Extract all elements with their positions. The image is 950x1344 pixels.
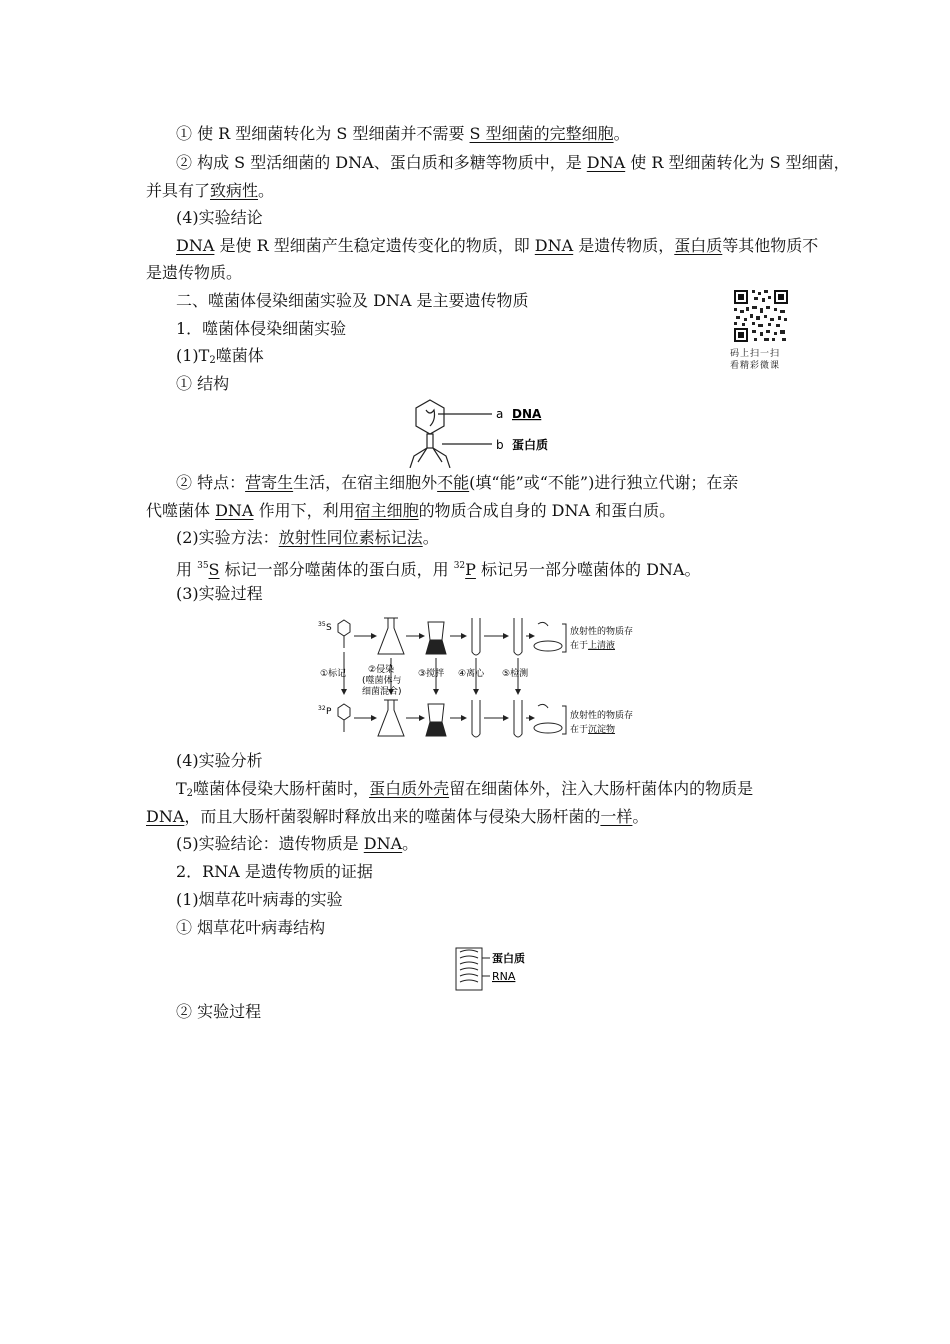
answer-blank: DNA (586, 153, 626, 172)
qr-code-image[interactable] (732, 288, 790, 344)
step-label-2: ②侵染 (368, 665, 395, 675)
isotope-35-mass: 35 (318, 621, 326, 628)
subscript: 2 (209, 355, 216, 366)
result-bottom-line2: 在于 (570, 725, 589, 735)
answer-blank: 蛋白质外壳 (369, 779, 450, 798)
text: 。 (402, 834, 419, 853)
text: 是遗传物质， (573, 236, 675, 255)
answer-blank: DNA (176, 236, 215, 255)
text: 。 (422, 528, 439, 547)
heading-t2-phage (176, 345, 264, 372)
text: 留在细菌体外，注入大肠杆菌体内的物质是 (449, 779, 754, 798)
heading-analysis: (4)实验分析 (176, 751, 263, 770)
result-top-line1: 放射性的物质存 (570, 627, 634, 637)
paragraph-conclusion-cont: 是遗传物质。 (146, 263, 243, 282)
text: ② 构成 S 型活细菌的 DNA、蛋白质和多糖等物质中，是 (176, 153, 587, 172)
experiment-process-diagram (318, 614, 668, 744)
heading-structure: ① 结构 (176, 374, 230, 393)
result-top-supernatant: 上清液 (588, 641, 616, 651)
blender-top (428, 622, 444, 640)
subsection-heading-rna: 2．RNA 是遗传物质的证据 (176, 862, 373, 881)
answer-blank: DNA (363, 834, 403, 853)
isotope-32-mass: 32 (318, 705, 326, 712)
step-label-4: ④离心 (458, 669, 485, 679)
tmv-capsid (456, 948, 482, 990)
answer-blank: 一样 (600, 807, 633, 826)
superscript: 35 (197, 561, 209, 571)
qr-caption-1: 码上扫一扫 (730, 349, 781, 359)
tube-top (472, 618, 480, 655)
bacterium-bottom (534, 723, 562, 733)
text: 代噬菌体 (146, 501, 216, 520)
paragraph-method (176, 527, 439, 549)
phage-icon-bottom (338, 704, 350, 720)
superscript: 32 (453, 561, 466, 571)
heading-experiment-process-2: ② 实验过程 (176, 1002, 262, 1021)
answer-blank: P (465, 560, 476, 579)
answer-blank: 致病性 (210, 181, 259, 200)
step-label-2b: (噬菌体与 (362, 676, 402, 686)
text: 用 (176, 560, 198, 579)
answer-blank: 不能 (437, 473, 470, 492)
blender-bottom (428, 704, 444, 722)
subscript: 2 (186, 788, 194, 799)
result-top-line2: 在于 (570, 641, 589, 651)
label-a-mark: a (496, 407, 504, 421)
paragraph-features (176, 472, 738, 494)
paragraph-transformation-2 (176, 152, 850, 174)
text: 等其他物质不 (722, 236, 819, 255)
tmv-structure-diagram (450, 944, 540, 994)
text: (1)T (176, 346, 210, 365)
paragraph-labeling (176, 555, 700, 581)
text: 的物质合成自身的 DNA 和蛋白质。 (418, 501, 676, 520)
text: 噬菌体 (215, 346, 264, 365)
answer-blank: S 型细菌的完整细胞 (469, 124, 614, 143)
answer-blank: DNA (534, 236, 574, 255)
flask-bottom (378, 700, 404, 736)
paragraph-analysis-cont (146, 806, 648, 828)
tmv-label-protein: 蛋白质 (492, 952, 525, 965)
paragraph-transformation-2-cont (146, 180, 274, 202)
result-bottom-precipitate: 沉淀物 (588, 725, 616, 735)
text: T (176, 779, 187, 798)
phage-tail-fiber-left (410, 448, 427, 468)
text: 。 (258, 181, 275, 200)
isotope-p: P (326, 707, 332, 717)
answer-blank: 营寄生 (245, 473, 294, 492)
heading-conclusion: (4)实验结论 (176, 208, 263, 227)
tmv-coil (460, 950, 478, 982)
text: 标记一部分噬菌体的蛋白质，用 (219, 560, 454, 579)
text: 标记另一部分噬菌体的 DNA。 (475, 560, 701, 579)
phage-tail (427, 434, 433, 448)
step-label-3: ③搅拌 (418, 669, 445, 679)
tube-detect-top (514, 618, 522, 655)
tube-detect-bottom (514, 700, 522, 737)
phage-icon-top (338, 620, 350, 636)
answer-blank: 蛋白质 (674, 236, 723, 255)
label-dna: DNA (512, 407, 542, 421)
heading-process: (3)实验过程 (176, 584, 263, 603)
text: 噬菌体侵染大肠杆菌时， (193, 779, 370, 798)
answer-blank: S (208, 560, 220, 579)
heading-tmv-structure: ① 烟草花叶病毒结构 (176, 918, 326, 937)
text: (2)实验方法： (176, 528, 279, 547)
heading-tmv-experiment: (1)烟草花叶病毒的实验 (176, 890, 343, 909)
step-label-2c: 细菌混合) (362, 687, 402, 697)
tmv-label-rna: RNA (492, 970, 516, 983)
phage-structure-diagram (400, 396, 560, 468)
paragraph-analysis (176, 778, 753, 805)
phage-dna-strand (426, 410, 435, 426)
text: (5)实验结论：遗传物质是 (176, 834, 364, 853)
section-heading-phage: 二、噬菌体侵染细菌实验及 DNA 是主要遗传物质 (176, 291, 529, 310)
label-protein: 蛋白质 (512, 438, 549, 452)
phage-head (416, 400, 444, 434)
phage-tail-fiber-right (433, 448, 450, 468)
text: 并具有了 (146, 181, 211, 200)
paragraph-features-cont (146, 500, 675, 522)
text: 作用下，利用 (253, 501, 355, 520)
text: ① 使 R 型细菌转化为 S 型细菌并不需要 (176, 124, 470, 143)
tube-bottom (472, 700, 480, 737)
paragraph-conclusion (176, 235, 818, 257)
answer-blank: 放射性同位素标记法 (278, 528, 423, 547)
label-b-mark: b (496, 438, 504, 452)
text: (填“能”或“不能”)进行独立代谢；在亲 (469, 473, 739, 492)
paragraph-transformation-1 (176, 123, 630, 145)
text: 生活，在宿主细胞外 (293, 473, 438, 492)
text: 。 (613, 124, 630, 143)
isotope-s: S (326, 623, 332, 633)
answer-blank: DNA (215, 501, 254, 520)
qr-caption-2: 看精彩微课 (730, 361, 781, 371)
result-bottom-line1: 放射性的物质存 (570, 711, 634, 721)
paragraph-experiment-conclusion (176, 833, 418, 855)
text: 是使 R 型细菌产生稳定遗传变化的物质，即 (214, 236, 535, 255)
bacterium-top (534, 641, 562, 651)
text: 使 R 型细菌转化为 S 型细菌， (625, 153, 850, 172)
answer-blank: DNA (146, 807, 185, 826)
text: 。 (632, 807, 649, 826)
step-label-5: ⑤检测 (502, 669, 529, 679)
subsection-heading-phage-experiment: 1．噬菌体侵染细菌实验 (176, 319, 347, 338)
step-label-1: ①标记 (320, 669, 347, 679)
text: ② 特点： (176, 473, 246, 492)
answer-blank: 宿主细胞 (354, 501, 419, 520)
text: ，而且大肠杆菌裂解时释放出来的噬菌体与侵染大肠杆菌的 (184, 807, 601, 826)
flask-top (378, 618, 404, 654)
